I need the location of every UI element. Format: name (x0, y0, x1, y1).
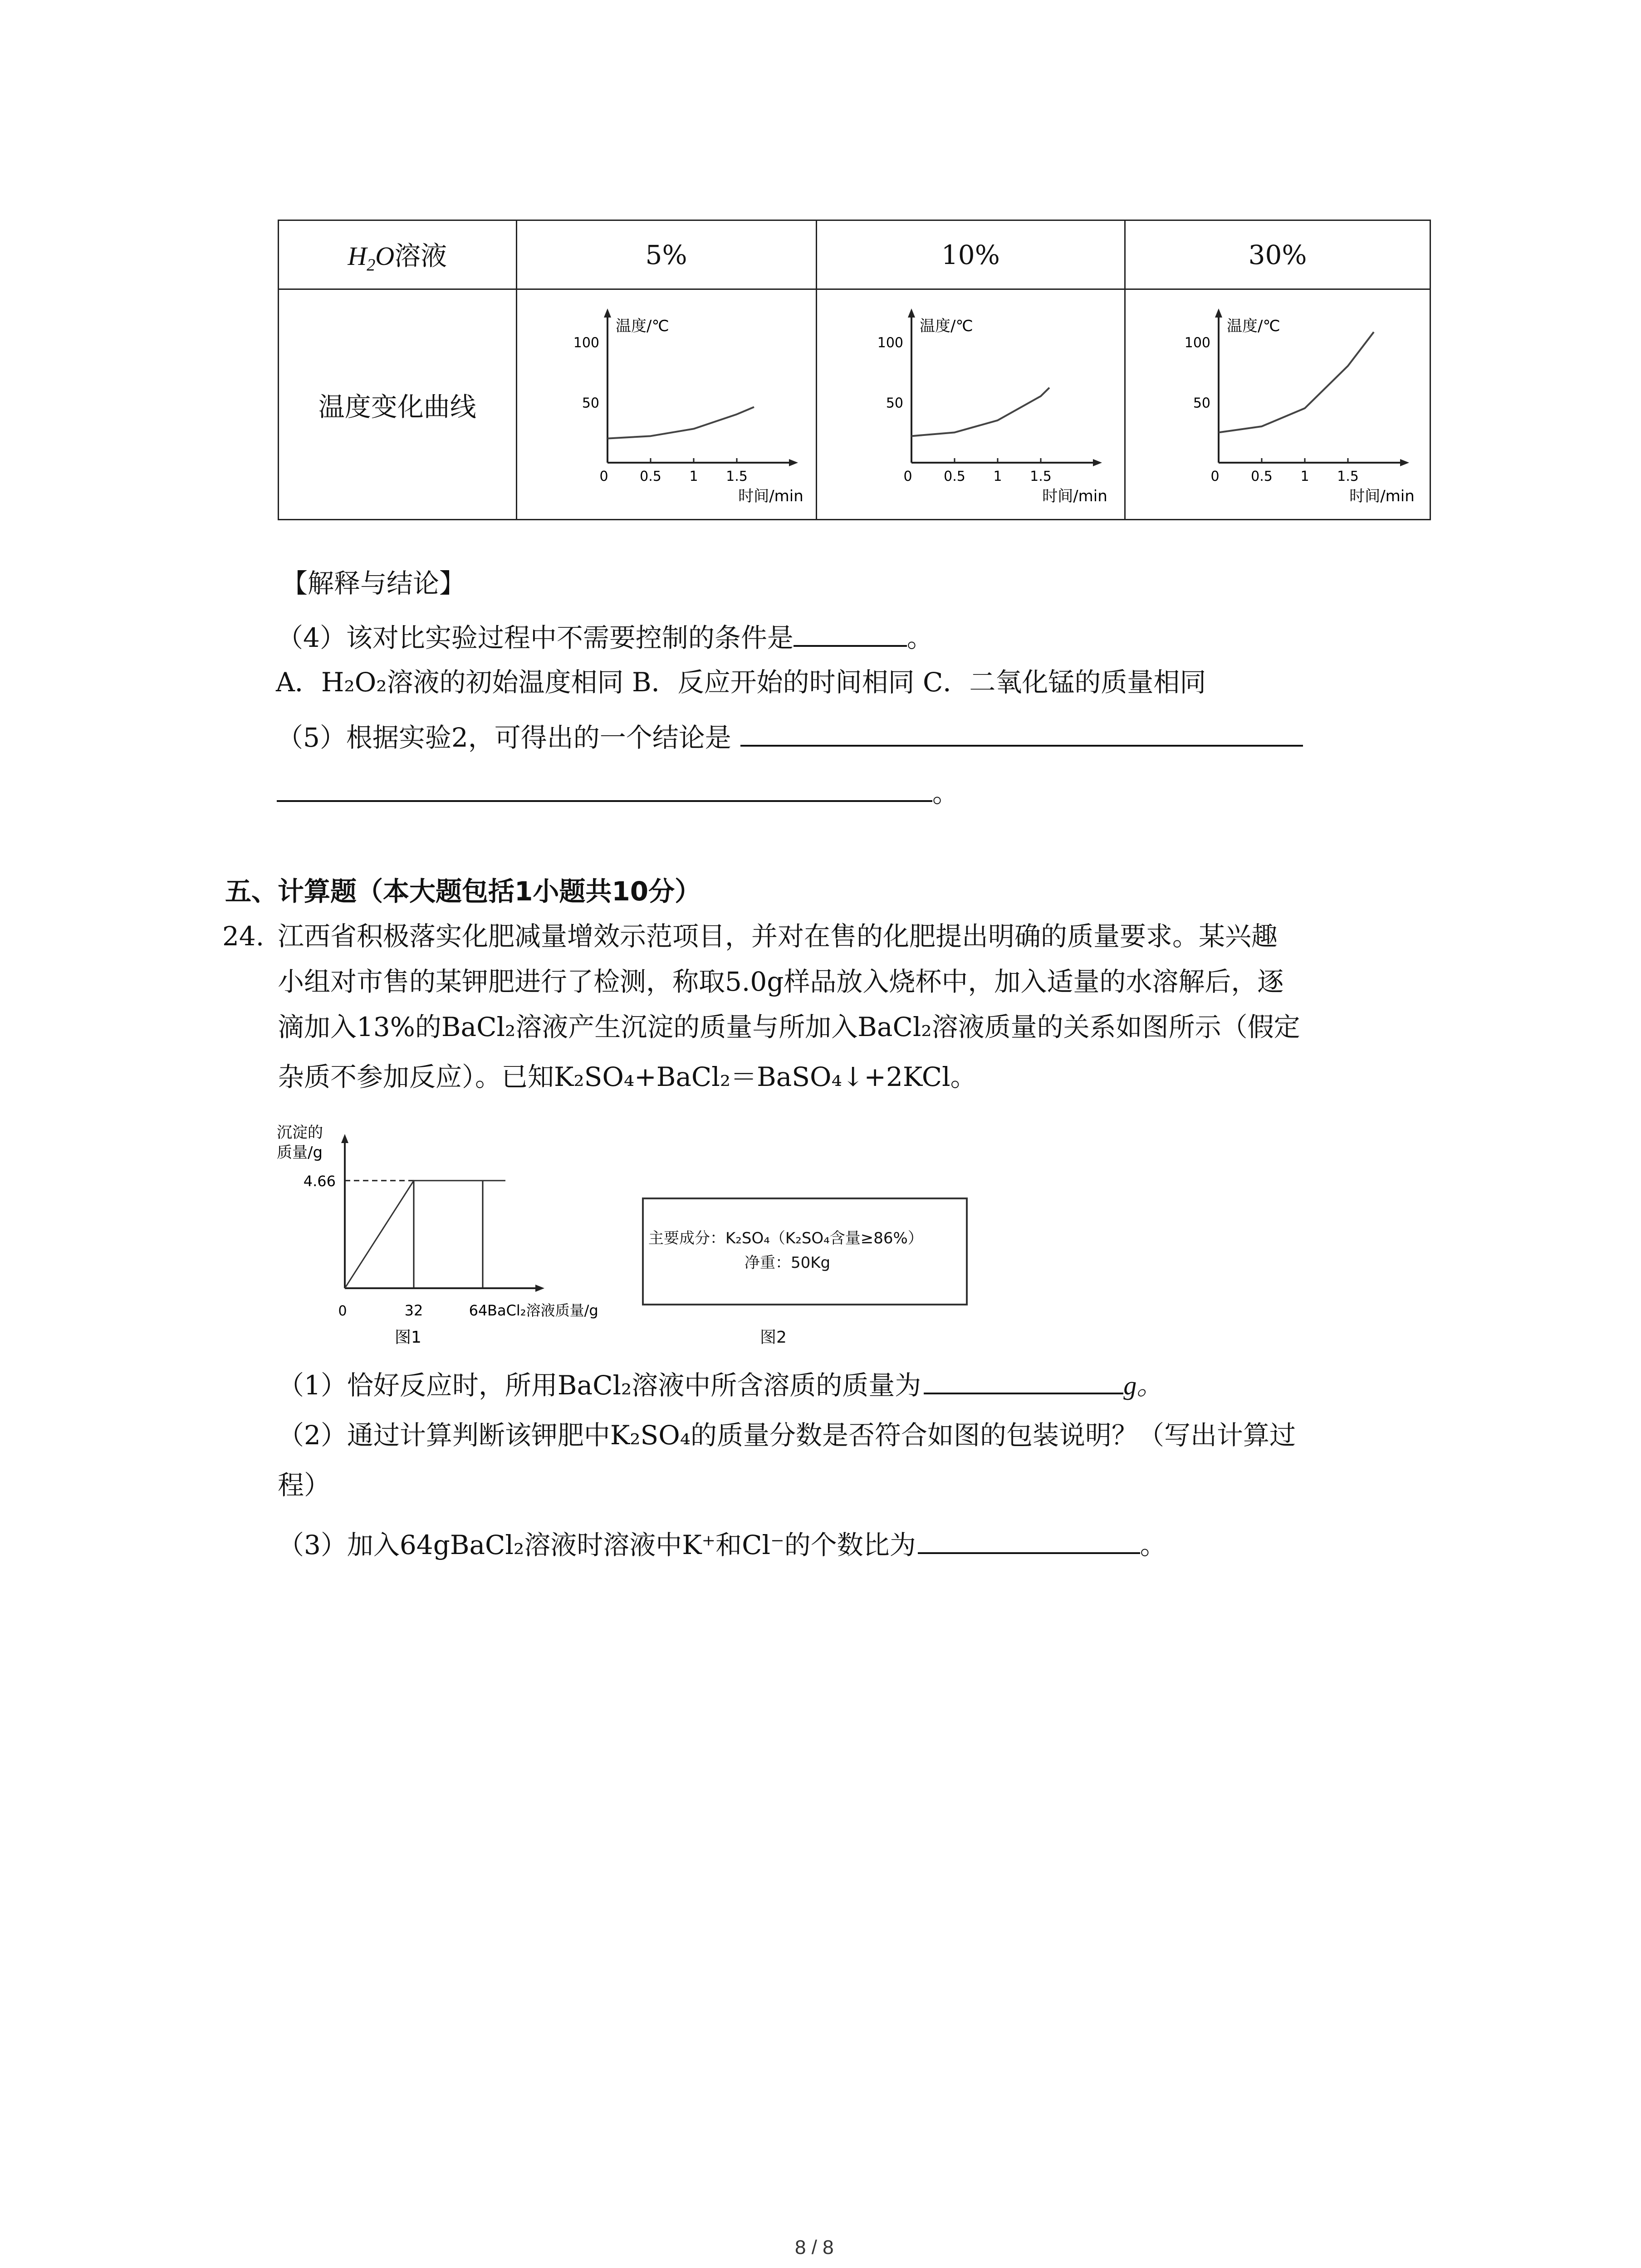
x-tick-label: 0.5 (639, 468, 661, 484)
y-axis-arrow (1215, 308, 1222, 318)
x-tick-label: 1.5 (1030, 468, 1052, 484)
fig2-caption: 图2 (760, 1328, 787, 1347)
table-header-5pct: 5% (516, 220, 816, 289)
y-tick-label: 100 (877, 334, 904, 351)
x-axis-arrow (1093, 459, 1102, 466)
page-number: 8 / 8 (795, 2236, 834, 2258)
x-tick-label: 0 (599, 468, 608, 484)
fig1-x-label: BaCl₂溶液质量/g (487, 1302, 598, 1319)
answer-blank-5a[interactable] (740, 723, 1303, 747)
temperature-curve (1219, 332, 1374, 432)
temp-graph-10pct (843, 299, 1108, 508)
fig2-line2: 净重：50Kg (745, 1254, 831, 1272)
temperature-curve (911, 387, 1049, 436)
question-4-options: A．H₂O₂溶液的初始温度相同 B．反应开始的时间相同 C．二氧化锰的质量相同 (276, 667, 1206, 698)
y-axis-label: 温度/℃ (615, 317, 669, 335)
x-axis-arrow (1400, 459, 1409, 466)
conclusion-heading: 【解释与结论】 (281, 568, 466, 599)
table-header-30pct: 30% (1125, 220, 1430, 289)
y-axis-label: 温度/℃ (1227, 317, 1280, 335)
answer-blank-s1[interactable] (924, 1371, 1123, 1394)
graph-cell-10pct (816, 289, 1125, 520)
table-row-label: 温度变化曲线 (279, 289, 517, 520)
subquestion-3: （3）加入64gBaCl₂溶液时溶液中K⁺和Cl⁻的个数比为 。 (278, 1530, 1166, 1560)
fig1-x-tick: 0 (338, 1303, 347, 1319)
fig1-x-tick: 32 (404, 1302, 423, 1319)
x-tick-label: 0.5 (1251, 468, 1273, 484)
figure-1-chart (263, 1116, 635, 1352)
subquestion-2-line1: （2）通过计算判断该钾肥中K₂SO₄的质量分数是否符合如图的包装说明？（写出计算过 (278, 1420, 1296, 1451)
question-4: （4）该对比实验过程中不需要控制的条件是 。 (277, 622, 933, 653)
y-tick-label: 50 (1193, 395, 1211, 411)
graph-cell-5pct (516, 289, 816, 520)
temperature-curve (607, 407, 754, 438)
fig1-y-tick: 4.66 (303, 1172, 336, 1190)
fig1-ylabel-2: 质量/g (277, 1144, 323, 1162)
x-axis-arrow (789, 459, 798, 466)
figure-2-label-box (642, 1198, 968, 1305)
answer-blank-4[interactable] (794, 623, 907, 647)
x-axis-label: 时间/min (1349, 487, 1415, 505)
x-axis-label: 时间/min (738, 487, 803, 505)
x-tick-label: 1.5 (1337, 468, 1359, 484)
table-header-suffix: 溶液 (394, 240, 447, 271)
temp-graph-30pct (1151, 299, 1415, 508)
subquestion-2-line2: 程） (278, 1470, 331, 1501)
y-tick-label: 50 (886, 395, 904, 411)
x-tick-label: 0 (903, 468, 912, 484)
answer-blank-s3[interactable] (918, 1530, 1140, 1554)
y-axis-label: 温度/℃ (920, 317, 974, 335)
y-axis-arrow (908, 308, 915, 318)
question-24-line2: 小组对市售的某钾肥进行了检测，称取5.0g样品放入烧杯中，加入适量的水溶解后，逐 (278, 966, 1284, 997)
fig1-precipitate-line (345, 1181, 505, 1288)
x-tick-label: 1 (993, 468, 1002, 484)
question-5: （5）根据实验2，可得出的一个结论是 (277, 721, 1303, 754)
question-24-line3: 滴加入13%的BaCl₂溶液产生沉淀的质量与所加入BaCl₂溶液质量的关系如图所示（假定 (278, 1012, 1300, 1042)
fig1-x-tick: 64 (469, 1302, 488, 1319)
temp-graph-5pct (539, 299, 803, 508)
table-header-10pct: 10% (816, 220, 1125, 289)
y-tick-label: 100 (1184, 334, 1211, 351)
subquestion-1: （1）恰好反应时，所用BaCl₂溶液中所含溶质的质量为 g。 (278, 1370, 1163, 1401)
section-5-title: 五、计算题（本大题包括1小题共10分） (225, 876, 701, 907)
y-tick-label: 100 (573, 334, 599, 351)
fig1-y-axis-arrow (341, 1134, 348, 1143)
fig2-line1: 主要成分：K₂SO₄（K₂SO₄含量≥86%） (648, 1229, 923, 1247)
y-axis-arrow (604, 308, 611, 318)
experiment-table (278, 220, 1431, 520)
fig1-x-axis-arrow (535, 1285, 544, 1292)
x-tick-label: 1 (689, 468, 698, 484)
x-tick-label: 1.5 (725, 468, 748, 484)
x-axis-label: 时间/min (1042, 487, 1108, 505)
table-header-label: $H_2O$ (348, 241, 395, 275)
question-24-number: 24. (222, 921, 265, 952)
x-tick-label: 0.5 (944, 468, 966, 484)
x-tick-label: 0 (1210, 468, 1220, 484)
fig1-ylabel-1: 沉淀的 (277, 1124, 323, 1142)
x-tick-label: 1 (1300, 468, 1309, 484)
y-tick-label: 50 (582, 395, 599, 411)
table-header-solution (279, 220, 517, 289)
fig1-caption: 图1 (395, 1328, 421, 1347)
question-5-line2: 。 (277, 777, 959, 809)
graph-cell-30pct (1125, 289, 1430, 520)
answer-blank-5b[interactable] (277, 778, 932, 802)
question-24-line4: 杂质不参加反应）。已知K₂SO₄+BaCl₂＝BaSO₄↓+2KCl。 (278, 1061, 977, 1092)
question-24-line1: 江西省积极落实化肥减量增效示范项目，并对在售的化肥提出明确的质量要求。某兴趣 (278, 921, 1278, 952)
